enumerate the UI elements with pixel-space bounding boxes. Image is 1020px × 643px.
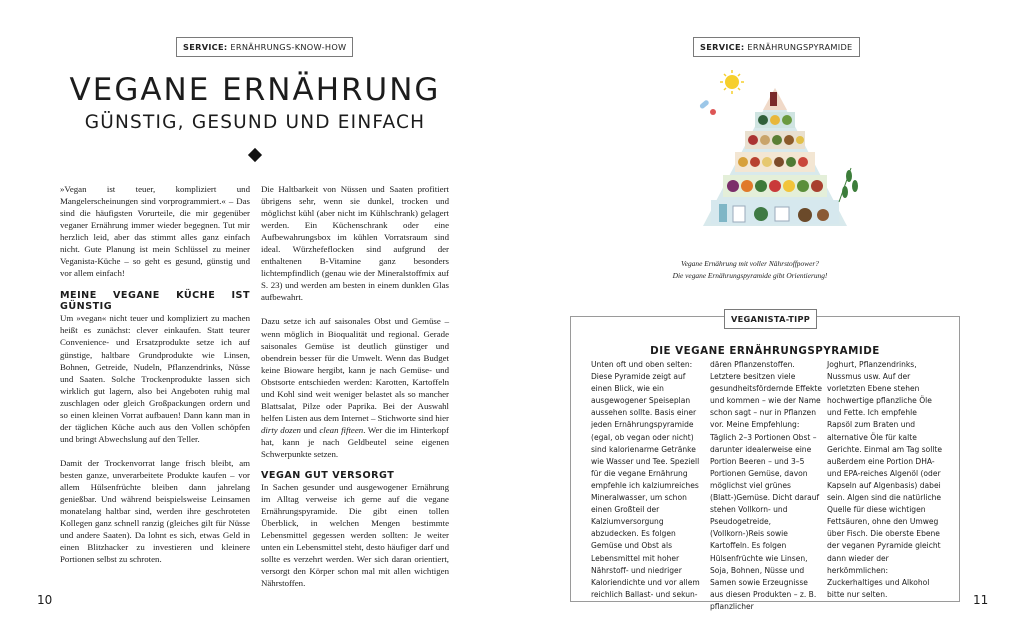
right-page — [510, 0, 1020, 643]
herb-sprig-icon — [839, 168, 858, 202]
tip-label: VEGANISTA-TIPP — [724, 309, 817, 329]
tip-title: DIE VEGANE ERNÄHRUNGSPYRAMIDE — [650, 345, 880, 357]
section-tag: SERVICE: ERNÄHRUNGSPYRAMIDE — [693, 37, 860, 57]
body-paragraph: Um »vegan« nicht teuer und kompliziert zu machen heißt es zunächst: clever einkaufen. Statt teurer Convenience- und Ersatzprodukte setze ich auf günstige, haltbare Grundprodukte wie Linsen, Bohnen, Getreide, Nudeln, Pflanzendrinks, Nüsse und Saaten. Solche Trockenprodukte lassen sich wirklich gut lagern, also bei Angeboten ruhig mal zuschlagen oder gleich Großpackungen ordern und so einen kleinen Vorrat aufbauen! Dann kann man in der täglichen Küche auch aus den Vollen schöpfen und bringt Abwechslung auf den Teller. — [60, 313, 250, 444]
section-tag: SERVICE: ERNÄHRUNGS-KNOW-HOW — [176, 37, 353, 57]
food-pyramid-illustration — [675, 68, 875, 258]
pills-icon — [699, 99, 716, 115]
page-number: 10 — [37, 593, 53, 607]
sun-icon — [720, 70, 744, 94]
page-number: 11 — [973, 593, 989, 607]
text-column-1 — [60, 183, 250, 565]
page-title-block — [0, 72, 510, 133]
tip-box — [570, 314, 960, 611]
tip-column-3: Joghurt, Pflanzendrinks, Nussmus usw. Auf der vorletzten Ebene stehen hochwertige pflanzliche Öle und Fette. Ich empfehle Rapsöl zum Braten und alternative Öle für kalte Gerichte. Einmal am Tag sollte außerdem eine Portion DHA- und EPA-reiches Algenöl (oder Kapseln auf Algenbasis) dabei sein. Algen sind die natürliche Quelle für diese wichtigen Fettsäuren, ohne den Umweg über Fisch. Die oberste Ebene der veganen Pyramide gleicht dann wieder der herkömmlichen: Zuckerhaltiges und Alkohol bitte nur selten. — [827, 360, 943, 599]
figure-caption: Vegane Ernährung mit voller Nährstoffpower? Die vegane Ernährungspyramide gibt Orientierung! — [672, 259, 828, 280]
body-paragraph: In Sachen gesunder und ausgewogener Ernährung im Alltag verweise ich gerne auf die vegane Ernährungspyramide. Die gibt einen tollen Überblick, in welchen Mengen bestimmte Lebensmittel gegessen werden sollten: Je weiter unten ein Lebensmittel steht, desto häufiger darf und sollte es verzehrt werden. Wer sich daran orientiert, versorgt den Körper schon mal mit allen wichtigen Nährstoffen. — [261, 482, 449, 589]
intro-paragraph: »Vegan ist teuer, kompliziert und Mangelerscheinungen sind vorprogrammiert.« – Das sind die häufigsten Vorurteile, die mir gegenüber veganer Ernährung immer wieder begegnen. Tut mir herzlich leid, aber das stimmt alles ganz einfach nicht. Gute Planung ist mein Schlüssel zu meiner Veganista-Küche – so geht es gesund, günstig und vor allem einfach! — [60, 184, 250, 279]
diamond-ornament-icon — [248, 148, 262, 162]
tip-column-1: Unten oft und oben selten: Diese Pyramide zeigt auf einen Blick, wie ein ausgewogener Speiseplan aussehen sollte. Basis einer jeden Ernährungspyramide (egal, ob vegan oder nicht) sind kalorienarme Getränke wie Wasser und Tee. Speziell für die vegane Ernährung empfehle ich kalziumreiches Mineralwasser, um schon einen Großteil der Kalziumversorgung abzudecken. Es folgen Gemüse und Obst als Lebensmittel mit hoher Nährstoff- und niedriger Kaloriendichte und vor allem reichlich Ballast- und sekun- — [591, 360, 700, 599]
tip-column-2: dären Pflanzenstoffen. Letztere besitzen viele gesundheitsfördernde Effekte und kommen – wie der Name schon sagt – nur in Pflanzen vor. Meine Empfehlung: Täglich 2–3 Portionen Obst – darunter idealerweise eine Portion Beeren – und 3–5 Portionen Gemüse, davon möglichst viel grünes (Blatt-)Gemüse. Dicht darauf stehen Vollkorn- und Pseudogetreide, (Vollkorn-)Reis sowie Kartoffeln. Es folgen Hülsenfrüchte wie Linsen, Soja, Bohnen, Nüsse und Samen sowie Erzeugnisse aus diesen Produkten – z. B. pflanzlicher — [710, 360, 822, 611]
body-paragraph: Damit der Trockenvorrat lange frisch bleibt, am besten ganze, unverarbeitete Produkte kaufen – vor allem Hülsenfrüchte bleiben dann jahrelang genießbar. Und während beispielsweise Leinsamen monatelang haltbar sind, werden ihre geschroteten Kollegen ganz schnell ranzig (gleiches gilt für Nüsse und andere Saaten). Da lohnt es sich, etwas Geld in einen Blitzhacker zu investieren und kleinere Portionen selbst zu schroten. — [60, 457, 250, 565]
body-paragraph: Dazu setze ich auf saisonales Obst und Gemüse – wenn möglich in Bioqualität und regional. Gerade saisonales Gemüse ist deutlich günstiger und obendrein besser für die Umwelt. Wenn das Budget keine Bioware hergibt, kann je nach Gemüse- und Obstsorte entschieden werden: Karotten, Kartoffeln und Kohl sind weit weniger belastet als so mancher Blattsalat, Pilze oder Paprika. Bei der Auswahl helfen Listen aus dem Internet – Stichworte sind hier dirty dozen und clean fifteen. Wer die im Hinterkopf hat, kann je nach Geldbeutel seine eigenen Schwerpunkte setzen. — [261, 316, 450, 459]
section-heading: MEINE VEGANE KÜCHE IST GÜNSTIG — [60, 290, 250, 313]
body-paragraph: Die Haltbarkeit von Nüssen und Saaten profitiert übrigens sehr, wenn sie dunkel, trocken und möglichst kühl (aber nicht im Kühlschrank) gelagert werden. Ein Küchenschrank oder eine Aufbewahrungsbox im kühlen Vorratsraum sind ideal. Würzhefeflocken sind aufgrund der enthaltenen B-Vitamine ganz besonders lichtempfindlich (genau wie der Mineralstoffmix auf S. 23) und werden am besten in einem dunklen Glas aufbewahrt. — [261, 184, 449, 303]
page-title: VEGANE ERNÄHRUNG — [69, 72, 441, 108]
section-heading: VEGAN GUT VERSORGT — [261, 470, 395, 482]
page-subtitle: GÜNSTIG, GESUND UND EINFACH — [84, 112, 426, 133]
text-column-2 — [261, 183, 449, 589]
